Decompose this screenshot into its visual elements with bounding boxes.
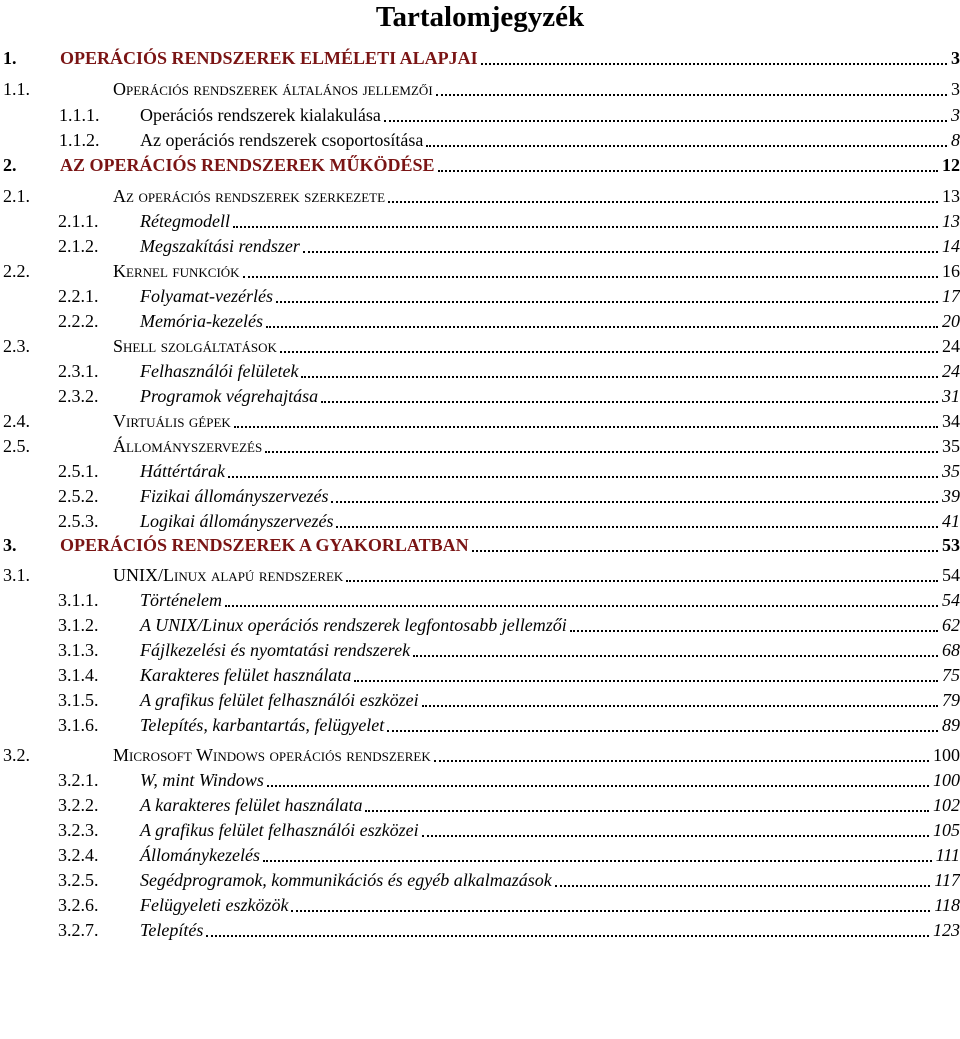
toc-leader-dots: [331, 501, 938, 503]
toc-entry-title: A karakteres felület használata: [140, 795, 363, 815]
toc-entry-number: 2.1.2.: [58, 236, 99, 256]
toc-entry-title: Operációs rendszerek általános jellemzői: [113, 79, 433, 99]
toc-entry[interactable]: [0, 183, 960, 207]
toc-entry-number: 3.2.5.: [58, 870, 99, 890]
toc-leader-dots: [291, 910, 930, 912]
toc-leader-dots: [206, 935, 929, 937]
toc-entry-number: 2.2.1.: [58, 286, 99, 306]
toc-entry-number: 2.4.: [3, 411, 30, 431]
toc-entry-title: Telepítés: [140, 920, 204, 940]
toc-leader-dots: [555, 885, 930, 887]
toc-entry-title: Az operációs rendszerek szerkezete: [113, 186, 386, 206]
toc-entry[interactable]: [0, 458, 960, 482]
toc-entry-title: Karakteres felület használata: [140, 665, 352, 685]
toc-entry-page: 14: [942, 236, 960, 256]
toc-entry-page: 31: [942, 386, 960, 406]
toc-entry-number: 2.5.: [3, 436, 30, 456]
toc-entry-number: 3.1.5.: [58, 690, 99, 710]
toc-entry-title: Rétegmodell: [140, 211, 230, 231]
toc-entry-title: Az operációs rendszerek csoportosítása: [140, 130, 424, 150]
toc-entry-number: 1.1.: [3, 79, 30, 99]
toc-entry-title: W, mint Windows: [140, 770, 264, 790]
toc-leader-dots: [472, 550, 938, 552]
toc-entry-page: 24: [942, 361, 960, 381]
toc-entry-title: Microsoft Windows operációs rendszerek: [113, 745, 431, 765]
toc-entry[interactable]: [0, 612, 960, 636]
toc-entry-title: Történelem: [140, 590, 222, 610]
toc-leader-dots: [438, 170, 938, 172]
toc-leader-dots: [426, 145, 947, 147]
toc-entry-page: 3: [951, 105, 960, 125]
toc-entry[interactable]: [0, 483, 960, 507]
toc-entry-title: Virtuális gépek: [113, 411, 231, 431]
toc-entry-title: Shell szolgáltatások: [113, 336, 277, 356]
toc-entry[interactable]: [0, 152, 960, 176]
toc-entry-number: 1.1.1.: [59, 105, 100, 125]
toc-leader-dots: [265, 451, 938, 453]
toc-entry-number: 2.5.3.: [58, 511, 99, 531]
toc-entry-number: 3.1.6.: [58, 715, 99, 735]
toc-leader-dots: [422, 835, 929, 837]
toc-entry-title: Segédprogramok, kommunikációs és egyéb alkalmazások: [140, 870, 552, 890]
toc-entry[interactable]: [0, 333, 960, 357]
toc-entry-number: 2.3.2.: [58, 386, 99, 406]
toc-entry-page: 3: [951, 48, 960, 68]
toc-leader-dots: [233, 226, 938, 228]
toc-entry-page: 111: [935, 845, 960, 865]
toc-entry[interactable]: [0, 867, 960, 891]
toc-leader-dots: [276, 301, 938, 303]
toc-entry-title: A grafikus felület felhasználói eszközei: [140, 690, 419, 710]
toc-leader-dots: [387, 730, 938, 732]
toc-entry-page: 35: [942, 461, 960, 481]
toc-entry-page: 20: [942, 311, 960, 331]
toc-entry-page: 12: [942, 155, 960, 175]
toc-leader-dots: [303, 251, 938, 253]
toc-entry-title: Telepítés, karbantartás, felügyelet: [140, 715, 385, 735]
toc-entry-number: 3.1.2.: [58, 615, 99, 635]
toc-entry-page: 34: [942, 411, 960, 431]
toc-entry[interactable]: [0, 917, 960, 941]
toc-entry-title: Operációs rendszerek kialakulása: [140, 105, 381, 125]
toc-entry-number: 3.2.: [3, 745, 30, 765]
toc-entry-title: A UNIX/Linux operációs rendszerek legfontosabb jellemzői: [140, 615, 567, 635]
toc-leader-dots: [280, 351, 938, 353]
toc-entry-page: 16: [942, 261, 960, 281]
toc-entry[interactable]: [0, 127, 960, 151]
toc-leader-dots: [336, 526, 938, 528]
toc-entry-number: 3.2.4.: [58, 845, 99, 865]
toc-entry-title: OPERÁCIÓS RENDSZEREK ELMÉLETI ALAPJAI: [60, 48, 478, 68]
toc-leader-dots: [436, 94, 947, 96]
toc-entry[interactable]: [0, 817, 960, 841]
toc-entry-title: Háttértárak: [140, 461, 225, 481]
toc-entry-page: 24: [942, 336, 960, 356]
toc-entry-title: Megszakítási rendszer: [140, 236, 300, 256]
toc-entry-page: 13: [942, 211, 960, 231]
toc-leader-dots: [234, 426, 938, 428]
toc-entry-page: 118: [934, 895, 960, 915]
toc-entry-page: 17: [942, 286, 960, 306]
toc-entry-number: 2.5.1.: [58, 461, 99, 481]
toc-entry[interactable]: [0, 308, 960, 332]
toc-entry-page: 39: [942, 486, 960, 506]
toc-entry-number: 2.5.2.: [58, 486, 99, 506]
toc-leader-dots: [263, 860, 932, 862]
toc-leader-dots: [413, 655, 938, 657]
toc-entry-page: 41: [942, 511, 960, 531]
toc-entry-title: Memória-kezelés: [140, 311, 263, 331]
toc-entry-number: 3.1.4.: [58, 665, 99, 685]
toc-entry-title: Folyamat-vezérlés: [140, 286, 273, 306]
toc-leader-dots: [267, 785, 929, 787]
toc-entry-page: 100: [933, 745, 960, 765]
toc-entry-number: 2.1.1.: [58, 211, 99, 231]
toc-entry[interactable]: [0, 233, 960, 257]
toc-entry-number: 3.2.2.: [58, 795, 99, 815]
toc-entry[interactable]: [0, 508, 960, 532]
toc-entry-page: 53: [942, 535, 960, 555]
toc-entry-page: 105: [933, 820, 960, 840]
toc-entry-title: UNIX/Linux alapú rendszerek: [113, 565, 344, 585]
toc-entry[interactable]: [0, 842, 960, 866]
toc-entry-number: 3.1.: [3, 565, 30, 585]
toc-entry-number: 2.2.2.: [58, 311, 99, 331]
toc-entry[interactable]: [0, 662, 960, 686]
toc-entry-page: 62: [942, 615, 960, 635]
toc-entry[interactable]: [0, 587, 960, 611]
toc-entry[interactable]: [0, 383, 960, 407]
toc-leader-dots: [481, 63, 947, 65]
toc-entry-page: 54: [942, 565, 960, 585]
toc-entry[interactable]: [0, 742, 960, 766]
toc-entry-title: Állománykezelés: [140, 845, 260, 865]
toc-entry[interactable]: [0, 562, 960, 586]
toc-entry[interactable]: [0, 433, 960, 457]
toc-entry[interactable]: [0, 687, 960, 711]
toc-entry-number: 1.: [3, 48, 17, 68]
toc-entry[interactable]: [0, 767, 960, 791]
toc-entry[interactable]: [0, 892, 960, 916]
toc-leader-dots: [266, 326, 938, 328]
toc-entry-title: Fájlkezelési és nyomtatási rendszerek: [140, 640, 411, 660]
toc-entry-number: 2.1.: [3, 186, 30, 206]
toc-entry-page: 75: [942, 665, 960, 685]
toc-entry-page: 8: [951, 130, 960, 150]
toc-entry[interactable]: [0, 408, 960, 432]
toc-entry-number: 3.2.6.: [58, 895, 99, 915]
toc-entry-number: 2.: [3, 155, 17, 175]
toc-entry[interactable]: [0, 258, 960, 282]
toc-entry-number: 3.2.3.: [58, 820, 99, 840]
toc-entry-number: 3.2.1.: [58, 770, 99, 790]
toc-entry[interactable]: [0, 358, 960, 382]
toc-entry-page: 100: [933, 770, 960, 790]
toc-entry[interactable]: [0, 637, 960, 661]
toc-entry-page: 102: [933, 795, 960, 815]
toc-leader-dots: [228, 476, 938, 478]
toc-heading: Tartalomjegyzék: [375, 1, 585, 33]
toc-leader-dots: [225, 605, 938, 607]
toc-entry-title: Programok végrehajtása: [140, 386, 319, 406]
toc-entry-number: 3.1.3.: [58, 640, 99, 660]
toc-leader-dots: [384, 120, 947, 122]
toc-entry-title: AZ OPERÁCIÓS RENDSZEREK MŰKÖDÉSE: [60, 155, 435, 175]
toc-entry-number: 2.2.: [3, 261, 30, 281]
toc-entry-title: Logikai állományszervezés: [140, 511, 334, 531]
toc-entry-page: 79: [942, 690, 960, 710]
toc-leader-dots: [346, 580, 938, 582]
toc-entry-number: 3.1.1.: [58, 590, 99, 610]
toc-entry[interactable]: [0, 283, 960, 307]
toc-entry-page: 117: [934, 870, 960, 890]
toc-entry[interactable]: [0, 532, 960, 556]
toc-leader-dots: [570, 630, 938, 632]
toc-entry[interactable]: [0, 45, 960, 69]
toc-entry-title: A grafikus felület felhasználói eszközei: [140, 820, 419, 840]
toc-entry-title: Felhasználói felületek: [140, 361, 299, 381]
toc-leader-dots: [321, 401, 938, 403]
toc-entry-page: 68: [942, 640, 960, 660]
toc-leader-dots: [365, 810, 929, 812]
toc-leader-dots: [434, 760, 929, 762]
toc-entry[interactable]: [0, 102, 960, 126]
toc-entry-title: Felügyeleti eszközök: [140, 895, 289, 915]
toc-entry[interactable]: [0, 208, 960, 232]
toc-entry-number: 2.3.1.: [58, 361, 99, 381]
toc-entry-page: 3: [951, 79, 960, 99]
toc-entry[interactable]: [0, 792, 960, 816]
toc-entry[interactable]: [0, 712, 960, 736]
toc-entry-title: OPERÁCIÓS RENDSZEREK A GYAKORLATBAN: [60, 535, 469, 555]
toc-leader-dots: [354, 680, 938, 682]
toc-entry-page: 89: [942, 715, 960, 735]
toc-entry-number: 3.: [3, 535, 17, 555]
toc-entry-number: 3.2.7.: [58, 920, 99, 940]
toc-entry-number: 2.3.: [3, 336, 30, 356]
toc-leader-dots: [301, 376, 938, 378]
toc-leader-dots: [422, 705, 938, 707]
toc-entry-page: 54: [942, 590, 960, 610]
toc-entry-page: 13: [942, 186, 960, 206]
toc-entry-page: 35: [942, 436, 960, 456]
toc-entry-page: 123: [933, 920, 960, 940]
toc-leader-dots: [243, 276, 938, 278]
toc-leader-dots: [388, 201, 938, 203]
toc-entry-title: Kernel funkciók: [113, 261, 240, 281]
toc-entry-title: Fizikai állományszervezés: [140, 486, 329, 506]
toc-entry-title: Állományszervezés: [113, 436, 263, 456]
toc-entry[interactable]: [0, 76, 960, 100]
toc-entry-number: 1.1.2.: [59, 130, 100, 150]
